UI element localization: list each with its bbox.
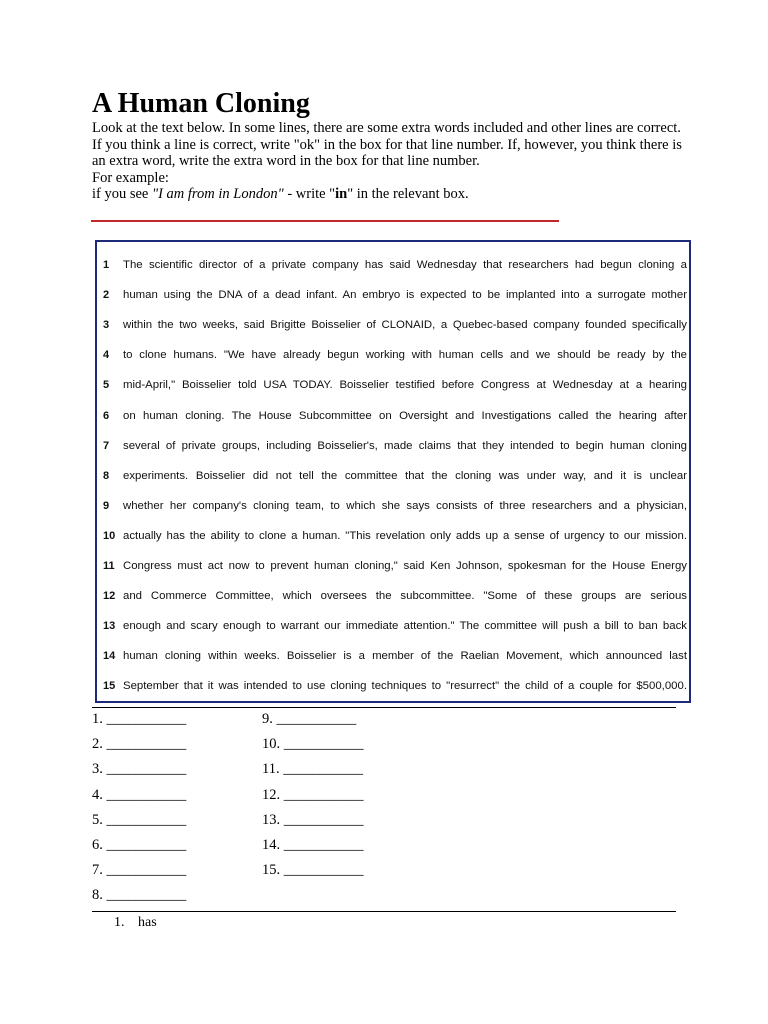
- line-text: The scientific director of a private company has said Wednesday that researchers had begun cloning a: [123, 259, 687, 271]
- answer-blank[interactable]: 7. ___________: [92, 862, 187, 879]
- text-line: [103, 677, 687, 695]
- footnote-text: has: [138, 915, 157, 930]
- line-number: 3: [103, 319, 110, 332]
- line-number: 8: [103, 469, 110, 482]
- text-line: [103, 557, 687, 575]
- line-number: 12: [103, 590, 116, 603]
- example-underline: [91, 220, 559, 222]
- footnote-number: 1.: [114, 915, 125, 930]
- answer-blank[interactable]: 13. ___________: [262, 811, 364, 828]
- text-line: [103, 407, 687, 425]
- answer-blank[interactable]: 15. ___________: [262, 862, 364, 879]
- example-mid: - write ": [283, 186, 336, 203]
- example-quote: "I am from in London": [152, 186, 284, 203]
- answer-blank[interactable]: 4. ___________: [92, 786, 187, 803]
- line-text: enough and scary enough to warrant our immediate attention." The committee will push a bill to ban back: [123, 620, 687, 633]
- text-line: [103, 647, 687, 665]
- line-number: 11: [103, 560, 115, 572]
- answer-blank[interactable]: 10. ___________: [262, 736, 364, 753]
- page-title: A Human Cloning: [92, 88, 310, 119]
- line-number: 9: [103, 499, 110, 512]
- line-text: human using the DNA of a dead infant. An embryo is expected to be implanted into a surrogate mother: [123, 289, 687, 302]
- line-text: to clone humans. "We have already begun working with human cells and we should be ready by the: [123, 349, 687, 362]
- footnote: [114, 915, 157, 931]
- text-line: [103, 376, 687, 394]
- line-number: 5: [103, 379, 110, 392]
- text-line: [103, 256, 687, 274]
- line-text: within the two weeks, said Brigitte Boisselier of CLONAID, a Quebec-based company founded specifically: [123, 319, 687, 332]
- text-line: [103, 467, 687, 485]
- line-text: several of private groups, including Boisselier's, made claims that they intended to begin human cloning: [123, 439, 687, 452]
- line-text: on human cloning. The House Subcommittee on Oversight and Investigations called the hearing after: [123, 409, 687, 422]
- answer-blank[interactable]: 12. ___________: [262, 786, 364, 803]
- answer-blank[interactable]: 9. ___________: [262, 711, 357, 727]
- answer-blank[interactable]: 11. ___________: [262, 761, 363, 778]
- line-number: 15: [103, 680, 116, 693]
- example-prefix: if you see: [92, 186, 152, 203]
- text-line: [103, 587, 687, 605]
- text-line: [103, 527, 687, 545]
- instructions-paragraph-3: For example:: [92, 169, 169, 186]
- answer-blank[interactable]: 3. ___________: [92, 761, 187, 778]
- answer-blank[interactable]: 6. ___________: [92, 837, 187, 853]
- line-text: September that it was intended to use cloning techniques to "resurrect" the child of a couple for $500,000.: [123, 680, 687, 693]
- line-text: whether her company's cloning team, to which she says consists of three researchers and a physician,: [123, 499, 687, 512]
- answer-blank[interactable]: 2. ___________: [92, 736, 187, 753]
- divider-top: [92, 707, 676, 708]
- line-number: 1: [103, 259, 110, 271]
- line-text: human cloning within weeks. Boisselier is a member of the Raelian Movement, which announced last: [123, 650, 687, 663]
- line-number: 14: [103, 650, 116, 663]
- text-line: [103, 346, 687, 364]
- line-number: 4: [103, 349, 110, 362]
- example-suffix: " in the relevant box.: [347, 186, 469, 203]
- instructions-paragraph-2: If you think a line is correct, write "ok" in the box for that line number. If, however, you think there is an extra word, write the extra word in the box for that line number.: [92, 136, 682, 170]
- answer-blank[interactable]: 14. ___________: [262, 837, 364, 853]
- instructions: [92, 120, 692, 203]
- example-word: in: [335, 186, 348, 203]
- line-text: experiments. Boisselier did not tell the committee that the cloning was under way, and it is unclear: [123, 469, 687, 482]
- reading-text-box: [95, 240, 691, 703]
- line-number: 6: [103, 409, 110, 422]
- text-line: [103, 316, 687, 334]
- line-text: and Commerce Committee, which oversees the subcommittee. "Some of these groups are serious: [123, 590, 687, 603]
- line-number: 13: [103, 620, 116, 633]
- answer-blank[interactable]: 1. ___________: [92, 711, 187, 727]
- line-number: 2: [103, 289, 110, 302]
- line-text: mid-April," Boisselier told USA TODAY. Boisselier testified before Congress at Wednesday at a hearing: [123, 379, 687, 392]
- line-text: Congress must act now to prevent human cloning," said Ken Johnson, spokesman for the House Energy: [123, 560, 687, 572]
- line-number: 10: [103, 529, 116, 542]
- answer-blank[interactable]: 8. ___________: [92, 887, 187, 904]
- line-text: actually has the ability to clone a human. "This revelation only adds up a sense of urgency to our mission.: [123, 529, 687, 542]
- text-line: [103, 286, 687, 304]
- divider-bottom: [92, 911, 676, 912]
- answer-blank[interactable]: 5. ___________: [92, 811, 187, 828]
- example-sentence: [92, 186, 692, 203]
- text-line: [103, 617, 687, 635]
- line-number: 7: [103, 439, 110, 452]
- text-line: [103, 437, 687, 455]
- text-line: [103, 497, 687, 515]
- instructions-paragraph-1: Look at the text below. In some lines, there are some extra words included and other lines are correct.: [92, 120, 681, 136]
